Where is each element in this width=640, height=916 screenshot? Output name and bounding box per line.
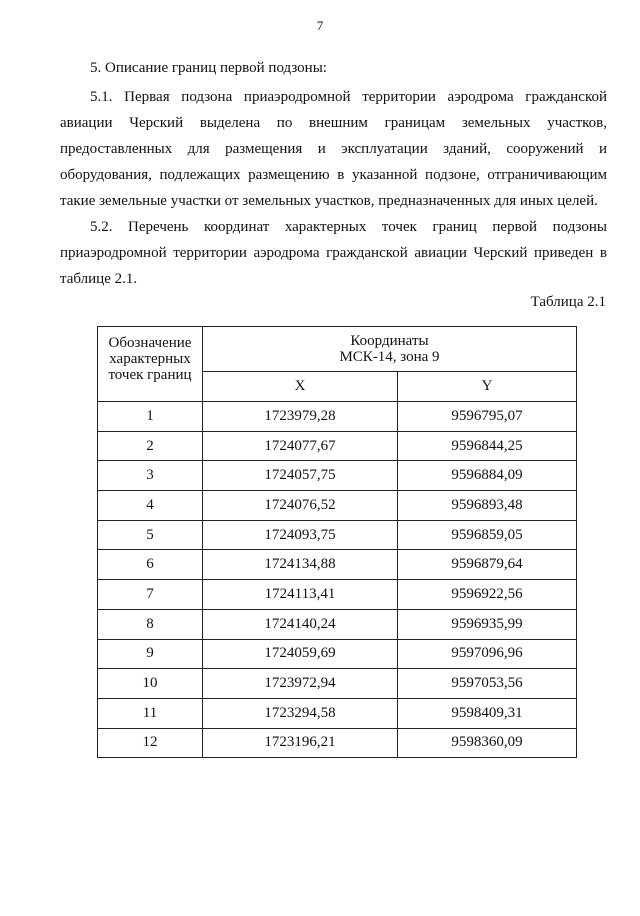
x-coordinate-cell: 1724057,75 <box>203 461 398 491</box>
y-coordinate-cell: 9596935,99 <box>398 609 577 639</box>
x-coordinate-cell: 1723294,58 <box>203 698 398 728</box>
y-coordinate-cell: 9596879,64 <box>398 550 577 580</box>
point-number-cell: 5 <box>98 520 203 550</box>
y-header: Y <box>398 372 577 402</box>
points-header-line: точек границ <box>108 367 192 383</box>
coordinates-table <box>97 326 577 758</box>
y-coordinate-cell: 9598360,09 <box>398 728 577 758</box>
y-coordinate-cell: 9596922,56 <box>398 580 577 610</box>
table-row <box>98 609 577 639</box>
point-number-cell: 12 <box>98 728 203 758</box>
point-number-cell: 8 <box>98 609 203 639</box>
x-coordinate-cell: 1723972,94 <box>203 669 398 699</box>
table-row <box>98 550 577 580</box>
table-caption: Таблица 2.1 <box>530 294 606 310</box>
x-coordinate-cell: 1724093,75 <box>203 520 398 550</box>
table-row <box>98 491 577 521</box>
table-row <box>98 639 577 669</box>
x-coordinate-cell: 1724077,67 <box>203 431 398 461</box>
y-coordinate-cell: 9597053,56 <box>398 669 577 699</box>
y-coordinate-cell: 9596795,07 <box>398 402 577 432</box>
point-number-cell: 10 <box>98 669 203 699</box>
table-row <box>98 580 577 610</box>
x-header: X <box>203 372 398 402</box>
y-coordinate-cell: 9596844,25 <box>398 431 577 461</box>
y-coordinate-cell: 9596893,48 <box>398 491 577 521</box>
y-coordinate-cell: 9598409,31 <box>398 698 577 728</box>
y-coordinate-cell: 9596884,09 <box>398 461 577 491</box>
points-header <box>98 327 203 402</box>
point-number-cell: 9 <box>98 639 203 669</box>
x-coordinate-cell: 1724076,52 <box>203 491 398 521</box>
points-header-line: характерных <box>109 351 191 367</box>
points-header-line: Обозначение <box>108 335 192 351</box>
section-heading: 5. Описание границ первой подзоны: <box>90 60 327 76</box>
point-number-cell: 6 <box>98 550 203 580</box>
x-coordinate-cell: 1723196,21 <box>203 728 398 758</box>
coordinates-system-line: МСК-14, зона 9 <box>339 349 440 365</box>
x-coordinate-cell: 1723979,28 <box>203 402 398 432</box>
point-number-cell: 2 <box>98 431 203 461</box>
coordinates-header <box>203 327 577 372</box>
point-number-cell: 4 <box>98 491 203 521</box>
x-coordinate-cell: 1724134,88 <box>203 550 398 580</box>
coordinates-table-body <box>98 402 577 758</box>
y-coordinate-cell: 9596859,05 <box>398 520 577 550</box>
point-number-cell: 1 <box>98 402 203 432</box>
x-coordinate-cell: 1724113,41 <box>203 580 398 610</box>
table-row <box>98 520 577 550</box>
table-row <box>98 698 577 728</box>
paragraph-5-2: 5.2. Перечень координат характерных точек границ первой подзоны приаэродромной территории аэродрома гражданской авиации Черский приведен в таблице 2.1. <box>60 219 607 287</box>
point-number-cell: 7 <box>98 580 203 610</box>
table-row <box>98 728 577 758</box>
point-number-cell: 3 <box>98 461 203 491</box>
x-coordinate-cell: 1724059,69 <box>203 639 398 669</box>
y-coordinate-cell: 9597096,96 <box>398 639 577 669</box>
table-row <box>98 669 577 699</box>
x-coordinate-cell: 1724140,24 <box>203 609 398 639</box>
table-row <box>98 402 577 432</box>
table-row <box>98 431 577 461</box>
table-row <box>98 461 577 491</box>
point-number-cell: 11 <box>98 698 203 728</box>
coordinates-header-line: Координаты <box>350 333 429 349</box>
page-number: 7 <box>316 18 324 33</box>
paragraph-5-1: 5.1. Первая подзона приаэродромной территории аэродрома гражданской авиации Черский выделена по внешним границам земельных участков, предоставленных для размещения и эксплуатации зданий, сооружений и оборудования, подлежащих размещению в указанной подзоне, отграничивающим такие земельные участки от земельных участков, предназначенных для иных целей. <box>60 89 607 209</box>
